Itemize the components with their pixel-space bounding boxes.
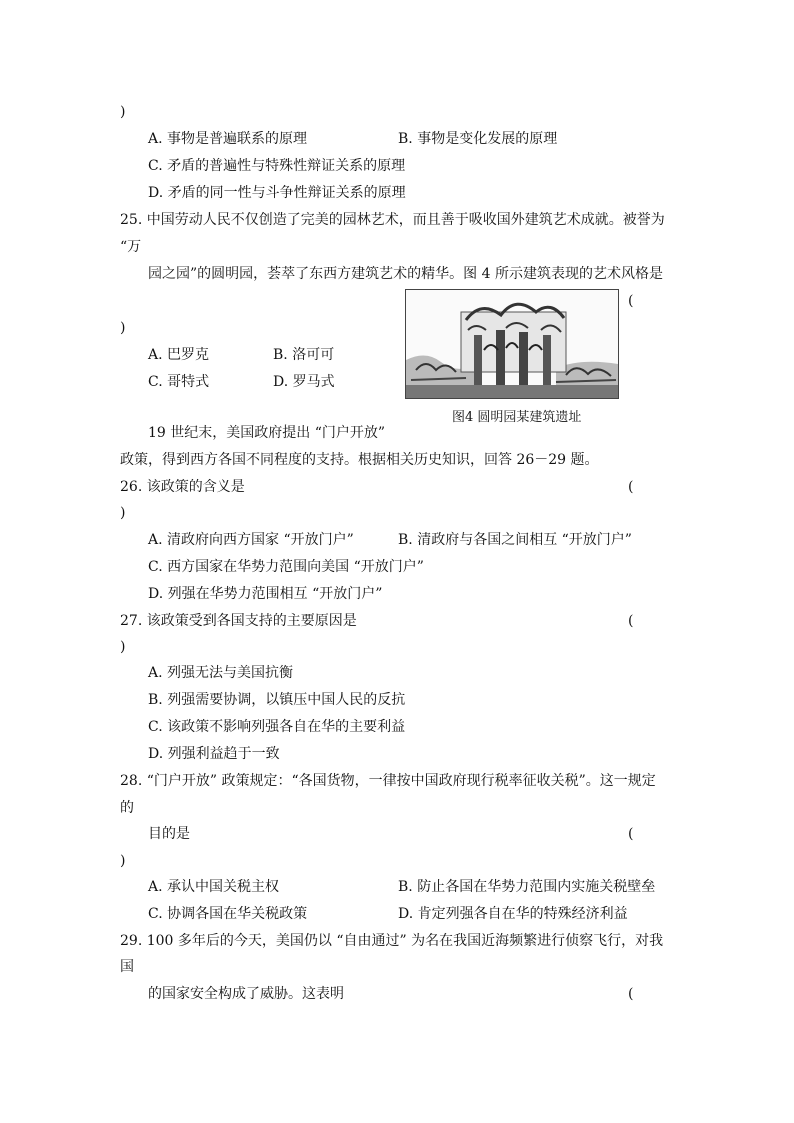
answer-paren-close: ) — [120, 639, 126, 655]
question-29-line2: 国 — [120, 959, 134, 975]
option-c: C. 协调各国在华关税政策 — [148, 906, 308, 922]
answer-paren-close: ) — [120, 320, 126, 336]
answer-paren-close: ) — [120, 505, 126, 521]
answer-paren-open: ( — [628, 613, 634, 629]
option-a: A. 巴罗克 — [148, 347, 210, 363]
option-a: A. 清政府向西方国家 “开放门户” — [148, 532, 354, 548]
question-25-line2: “万 — [120, 239, 142, 255]
option-b: B. 事物是变化发展的原理 — [398, 131, 558, 147]
option-d: D. 列强在华势力范围相互 “开放门户” — [148, 586, 383, 602]
option-a: A. 列强无法与美国抗衡 — [148, 665, 294, 681]
answer-paren-open: ( — [628, 986, 634, 1002]
option-a: A. 承认中国关税主权 — [148, 879, 280, 895]
intro-line2: 政策，得到西方各国不同程度的支持。根据相关历史知识，回答 26－29 题。 — [120, 452, 599, 468]
closing-paren: ) — [120, 104, 126, 120]
question-28-line3: 目的是 — [148, 826, 190, 842]
question-26: 26. 该政策的含义是 — [120, 479, 245, 495]
answer-paren-open: ( — [628, 293, 634, 309]
option-b: B. 列强需要协调，以镇压中国人民的反抗 — [148, 692, 406, 708]
option-b: B. 防止各国在华势力范围内实施关税壁垒 — [398, 879, 656, 895]
question-25-line3: 园之园”的圆明园，荟萃了东西方建筑艺术的精华。图 4 所示建筑表现的艺术风格是 — [148, 266, 663, 282]
question-28-line1: 28. “门户开放” 政策规定：“各国货物，一律按中国政府现行税率征收关税”。这一规定 — [120, 773, 656, 789]
question-25-line1: 25. 中国劳动人民不仅创造了完美的园林艺术，而且善于吸收国外建筑艺术成就。被誉为 — [120, 212, 665, 228]
option-c: C. 该政策不影响列强各自在华的主要利益 — [148, 719, 406, 735]
intro-line1: 19 世纪末，美国政府提出 “门户开放” — [148, 425, 386, 441]
option-c: C. 哥特式 — [148, 374, 210, 390]
option-b: B. 清政府与各国之间相互 “开放门户” — [398, 532, 632, 548]
option-a: A. 事物是普遍联系的原理 — [148, 131, 308, 147]
option-c: C. 西方国家在华势力范围向美国 “开放门户” — [148, 559, 424, 575]
option-d: D. 矛盾的同一性与斗争性辩证关系的原理 — [148, 185, 406, 201]
answer-paren-open: ( — [628, 479, 634, 495]
option-d: D. 列强利益趋于一致 — [148, 746, 280, 762]
ruins-figure-image — [405, 289, 619, 399]
option-d: D. 肯定列强各自在华的特殊经济利益 — [398, 906, 628, 922]
question-27: 27. 该政策受到各国支持的主要原因是 — [120, 613, 357, 629]
answer-paren-open: ( — [628, 826, 634, 842]
question-29-line3: 的国家安全构成了威胁。这表明 — [148, 986, 344, 1002]
ruins-illustration — [406, 290, 618, 398]
option-b: B. 洛可可 — [273, 347, 335, 363]
option-d: D. 罗马式 — [273, 374, 335, 390]
question-29-line1: 29. 100 多年后的今天，美国仍以 “自由通过” 为名在我国近海频繁进行侦察飞行，对我 — [120, 933, 664, 949]
question-28-line2: 的 — [120, 800, 134, 816]
figure-caption: 图4 圆明园某建筑遗址 — [452, 410, 582, 425]
answer-paren-close: ) — [120, 853, 126, 869]
option-c: C. 矛盾的普遍性与特殊性辩证关系的原理 — [148, 158, 406, 174]
